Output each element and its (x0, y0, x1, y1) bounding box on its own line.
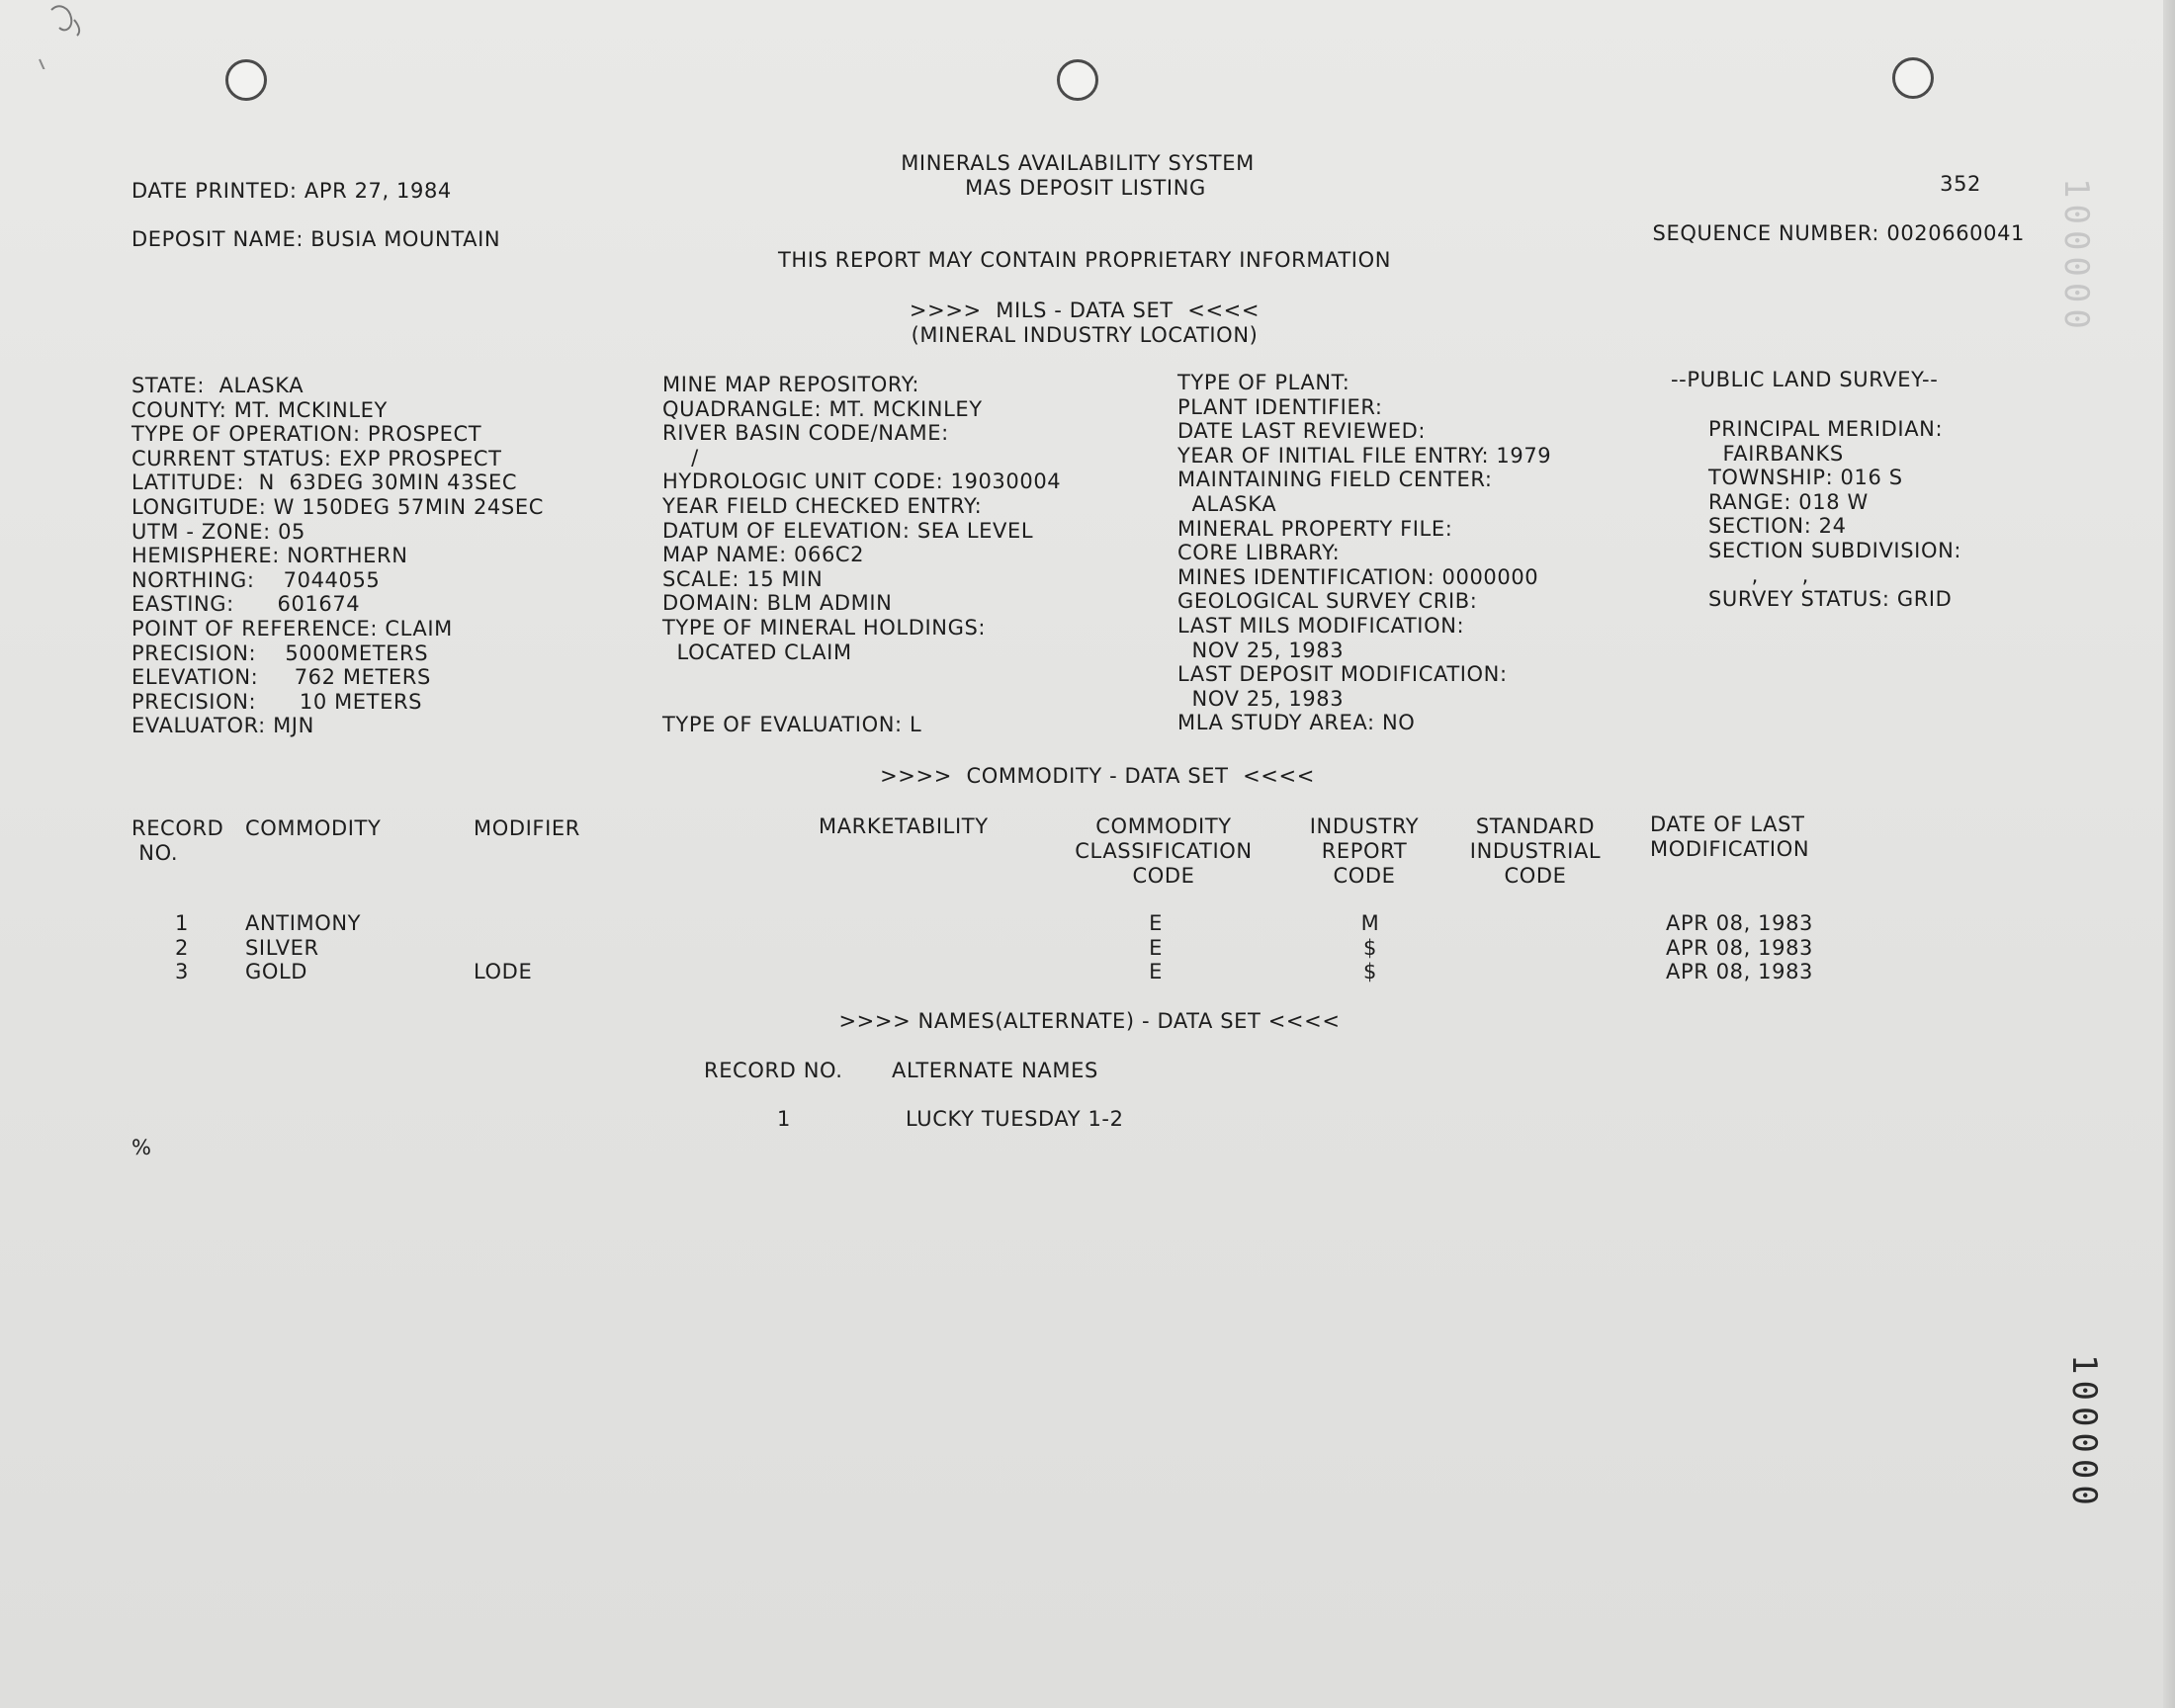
land-survey-field-line: TOWNSHIP: 016 S (1708, 466, 1903, 490)
location-field-line: LONGITUDE: W 150DEG 57MIN 24SEC (131, 495, 544, 519)
admin-field-line: MINES IDENTIFICATION: 0000000 (1177, 564, 1539, 589)
map-field-line: MINE MAP REPOSITORY: (662, 373, 920, 396)
map-field-line: RIVER BASIN CODE/NAME: (662, 421, 949, 446)
land-survey-field-line: SECTION: 24 (1708, 514, 1847, 539)
modification-date-cell: APR 08, 1983 (1666, 911, 1814, 935)
classification-code-cell: E (1149, 960, 1163, 983)
industry-report-code-cell: $ (1363, 936, 1377, 960)
map-field-line: QUADRANGLE: MT. MCKINLEY (662, 396, 983, 421)
map-field-line: / (662, 445, 699, 470)
location-field-line: PRECISION: 10 METERS (131, 689, 423, 714)
commodity-heading: >>>> COMMODITY - DATA SET <<<< (880, 764, 1315, 788)
record-no-cell: 3 (175, 960, 189, 983)
side-stamp-number: 100000 (2064, 1354, 2104, 1511)
page-number: 352 (1940, 172, 1981, 196)
names-col-alternate-names: ALTERNATE NAMES (892, 1059, 1098, 1082)
col-header-industry-report-code: INDUSTRY REPORT CODE (1309, 814, 1420, 888)
location-field-line: EVALUATOR: MJN (131, 714, 314, 738)
land-survey-field-line: FAIRBANKS (1708, 441, 1844, 466)
location-field-line: LATITUDE: N 63DEG 30MIN 43SEC (131, 470, 518, 495)
modification-date-cell: APR 08, 1983 (1666, 960, 1814, 983)
col-header-standard-industrial-code: STANDARD INDUSTRIAL CODE (1469, 814, 1602, 888)
col-header-marketability: MARKETABILITY (819, 814, 989, 838)
admin-field-line: ALASKA (1177, 492, 1277, 516)
map-field-line: YEAR FIELD CHECKED ENTRY: (662, 494, 983, 518)
footer-mark: % (131, 1136, 152, 1159)
punch-hole-center (1057, 59, 1098, 101)
industry-report-code-cell: M (1360, 911, 1380, 935)
commodity-cell: ANTIMONY (245, 911, 362, 935)
admin-field-line: NOV 25, 1983 (1177, 686, 1345, 711)
admin-field-line: MAINTAINING FIELD CENTER: (1177, 468, 1493, 492)
land-survey-field-line: SECTION SUBDIVISION: (1708, 539, 1962, 562)
names-heading: >>>> NAMES(ALTERNATE) - DATA SET <<<< (838, 1009, 1341, 1033)
punch-hole-left (225, 59, 267, 101)
col-header-date-of-last-modification: DATE OF LAST MODIFICATION (1650, 812, 1810, 861)
location-field-line: UTM - ZONE: 05 (131, 519, 306, 544)
public-land-survey-heading: --PUBLIC LAND SURVEY-- (1671, 368, 1939, 391)
col-header-record-no: RECORD NO. (131, 816, 224, 865)
modification-date-cell: APR 08, 1983 (1666, 936, 1814, 960)
location-field-line: STATE: ALASKA (131, 374, 304, 397)
industry-report-code-cell: $ (1363, 960, 1377, 983)
location-field-line: COUNTY: MT. MCKINLEY (131, 397, 388, 422)
location-field-line: NORTHING: 7044055 (131, 567, 381, 592)
location-field-line: POINT OF REFERENCE: CLAIM (131, 617, 453, 640)
admin-field-line: LAST MILS MODIFICATION: (1177, 614, 1465, 638)
date-printed: DATE PRINTED: APR 27, 1984 (131, 179, 452, 203)
map-field-line: DATUM OF ELEVATION: SEA LEVEL (662, 518, 1034, 543)
col-header-commodity: COMMODITY (245, 816, 382, 840)
location-field-line: CURRENT STATUS: EXP PROSPECT (131, 446, 502, 470)
handwritten-mark (30, 0, 99, 69)
admin-field-line: MINERAL PROPERTY FILE: (1177, 516, 1453, 541)
col-header-commodity-classification-code: COMMODITY CLASSIFICATION CODE (1075, 814, 1253, 888)
proprietary-notice: THIS REPORT MAY CONTAIN PROPRIETARY INFORMATION (777, 248, 1392, 272)
admin-field-line: TYPE OF PLANT: (1177, 371, 1350, 394)
admin-field-line: PLANT IDENTIFIER: (1177, 394, 1383, 419)
page-edge (2163, 0, 2175, 1708)
map-field-line: HYDROLOGIC UNIT CODE: 19030004 (662, 470, 1062, 494)
admin-field-line: DATE LAST REVIEWED: (1177, 419, 1427, 444)
modifier-cell: LODE (474, 960, 533, 983)
location-field-line: EASTING: 601674 (131, 592, 361, 617)
alternate-record-no: 1 (777, 1107, 791, 1131)
system-title: MINERALS AVAILABILITY SYSTEM (901, 151, 1255, 175)
alternate-name: LUCKY TUESDAY 1-2 (906, 1107, 1124, 1131)
mils-heading: >>>> MILS - DATA SET <<<< (909, 299, 1261, 322)
listing-title: MAS DEPOSIT LISTING (965, 176, 1206, 200)
commodity-cell: SILVER (245, 936, 319, 960)
map-field-line: LOCATED CLAIM (662, 640, 852, 664)
map-field-line: TYPE OF EVALUATION: L (662, 713, 922, 737)
map-field-line: DOMAIN: BLM ADMIN (662, 591, 893, 616)
names-col-record-no: RECORD NO. (704, 1059, 843, 1082)
land-survey-field-line: PRINCIPAL MERIDIAN: (1708, 417, 1944, 441)
mils-subheading: (MINERAL INDUSTRY LOCATION) (911, 323, 1259, 347)
land-survey-field-line: SURVEY STATUS: GRID (1708, 587, 1953, 612)
map-field-line: MAP NAME: 066C2 (662, 543, 865, 567)
commodity-cell: GOLD (245, 960, 308, 983)
col-header-modifier: MODIFIER (474, 816, 580, 840)
record-no-cell: 2 (175, 936, 189, 960)
classification-code-cell: E (1149, 911, 1163, 935)
admin-field-line: LAST DEPOSIT MODIFICATION: (1177, 662, 1508, 687)
land-survey-field-line: RANGE: 018 W (1708, 489, 1869, 514)
location-field-line: ELEVATION: 762 METERS (131, 665, 431, 690)
admin-field-line: GEOLOGICAL SURVEY CRIB: (1177, 589, 1478, 614)
map-field-line: TYPE OF MINERAL HOLDINGS: (662, 616, 987, 640)
punch-hole-right (1892, 57, 1934, 99)
admin-field-line: YEAR OF INITIAL FILE ENTRY: 1979 (1177, 443, 1552, 468)
location-field-line: HEMISPHERE: NORTHERN (131, 544, 408, 568)
classification-code-cell: E (1149, 936, 1163, 960)
land-survey-field-line: , , (1708, 562, 1809, 587)
admin-field-line: NOV 25, 1983 (1177, 638, 1345, 662)
admin-field-line: CORE LIBRARY: (1177, 541, 1341, 565)
ghost-stamp-number: 100000 (2056, 178, 2096, 335)
location-field-line: PRECISION: 5000METERS (131, 640, 429, 665)
deposit-name: DEPOSIT NAME: BUSIA MOUNTAIN (131, 227, 501, 251)
record-no-cell: 1 (175, 911, 189, 935)
admin-field-line: MLA STUDY AREA: NO (1177, 711, 1416, 735)
location-field-line: TYPE OF OPERATION: PROSPECT (131, 422, 482, 447)
map-field-line: SCALE: 15 MIN (662, 566, 824, 591)
sequence-number: SEQUENCE NUMBER: 0020660041 (1652, 221, 2025, 245)
